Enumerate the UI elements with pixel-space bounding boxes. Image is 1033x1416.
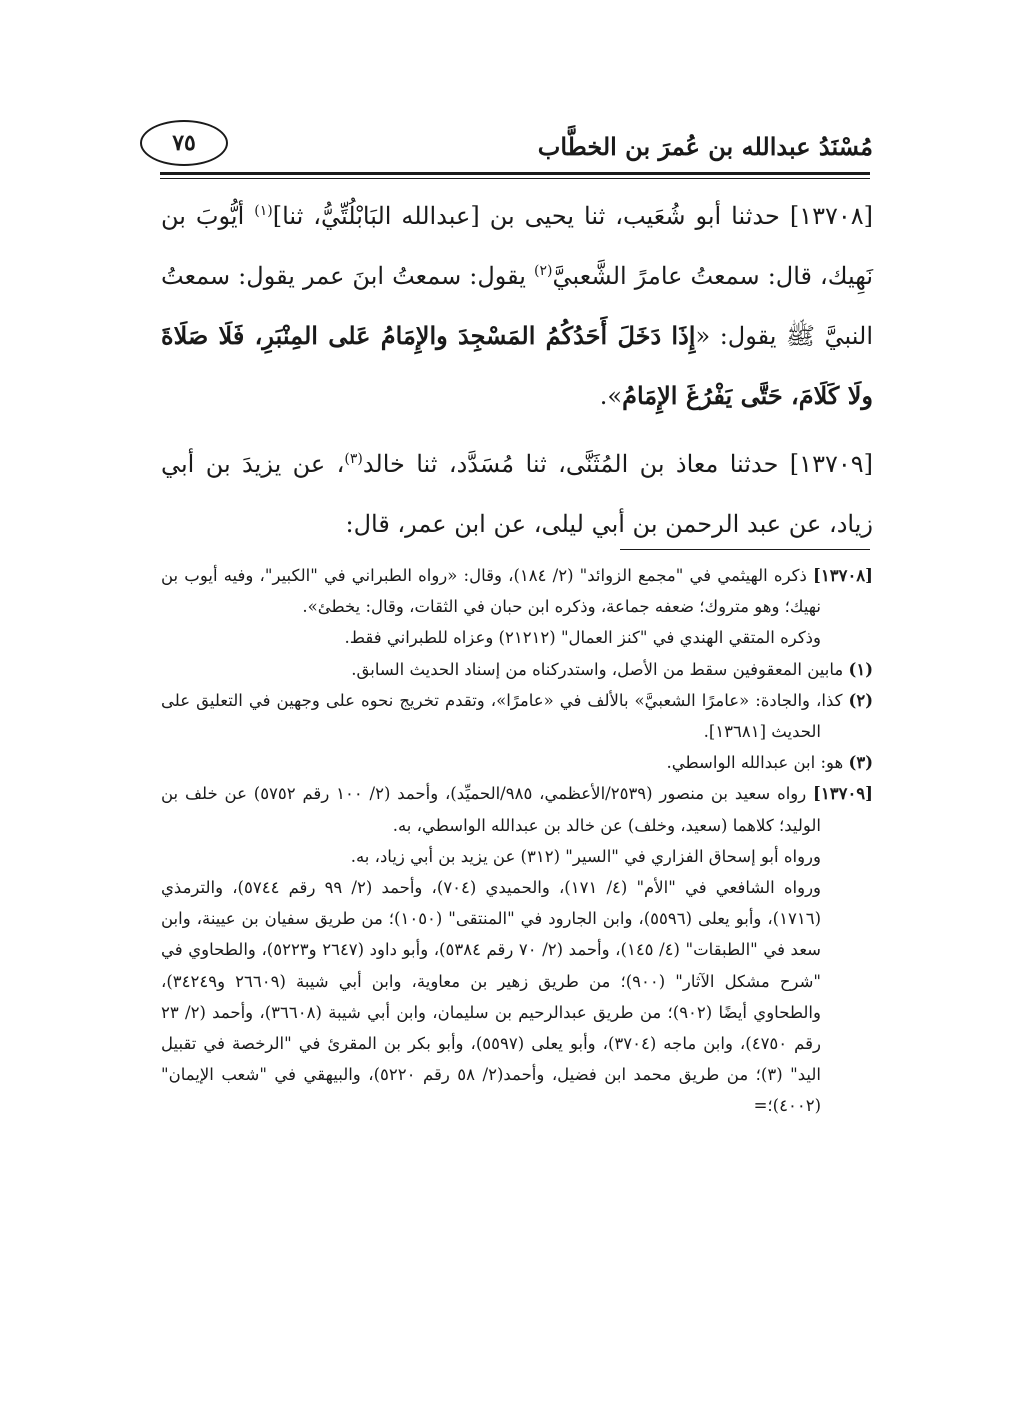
note-13709-p3 [161,872,873,1122]
hadith-13709-isnad-2: ، عن يزيدَ بن أبي زياد، عن عبد الرحمن بن أبي ليلى، عن ابن عمر، قال: [161,450,873,538]
note-13709-p3-text: ورواه الشافعي في "الأم" (٤/ ١٧١)، والحميدي (٧٠٤)، وأحمد (٢/ ٩٩ رقم ٥٧٤٤)، والترمذي (١٧١٦)، وأبو يعلى (٥٥٩٦)، وابن الجارود في "المنتقى" (١٠٥٠)؛ من طريق سفيان بن عيينة، وابن سعد في "الطبقات" (٤/ ١٤٥)، وأحمد (٢/ ٧٠ رقم ٥٣٨٤)، وأبو داود (٢٦٤٧ و٥٢٢٣)، والطحاوي في "شرح مشكل الآثار" (٩٠٠)؛ من طريق زهير بن معاوية، وابن أبي شيبة (٢٦٦٠٩ و٣٤٢٤٩)، والطحاوي أيضًا (٩٠٢)؛ من طريق عبدالرحيم بن سليمان، وابن أبي شيبة (٣٦٦٠٨)، وأحمد (٢/ ٢٣ رقم ٤٧٥٠)، وابن ماجه (٣٧٠٤)، وأبو يعلى (٥٥٩٧)، وأبو بكر بن المقرئ في "الرخصة في تقبيل اليد" (٣)؛ من طريق محمد ابن فضيل، وأحمد(٢/ ٥٨ رقم ٥٢٢٠)، والبيهقي في "شعب الإيمان" (٤٠٠٢)؛ [161,878,822,1116]
footnotes [161,560,873,1122]
hadith-13708-isnad-3: يقول: سمعتُ ابنَ عمر يقول: سمعتُ النبيَّ ﷺ يقول: « [161,262,873,350]
note-13709 [161,778,873,840]
page-number-badge [140,120,228,166]
page-number: ٧٥ [172,130,196,156]
running-header-title: مُسْنَدُ عبدالله بن عُمرَ بن الخطَّاب [537,132,873,161]
hadith-13709-paragraph [161,434,873,554]
hadith-13708-paragraph [161,186,873,426]
footnote-3-text: هو: ابن عبدالله الواسطي. [666,753,849,773]
main-text [161,186,873,554]
hadith-13708-matn: إِذَا دَخَلَ أَحَدُكُمُ المَسْجِدَ والإِمَامُ عَلى المِنْبَرِ، فَلَا صَلَاةَ ولَا كَلَامَ، حَتَّى يَفْرُغَ الإِمَامُ [161,321,873,410]
footnote-3 [161,747,873,778]
footnote-ref-3: (٣) [344,451,363,467]
footnote-3-label: (٣) [848,753,873,773]
footnote-2-label: (٢) [848,690,873,710]
note-13708-extra: وذكره المتقي الهندي في "كنز العمال" (٢١٢١٢) وعزاه للطبراني فقط. [344,628,821,648]
footnote-1-text: مابين المعقوفين سقط من الأصل، واستدركناه من إسناد الحديث السابق. [351,659,849,679]
footnote-separator [620,549,870,550]
note-13709-text: رواه سعيد بن منصور (٢٥٣٩/الأعظمي، ٩٨٥/الحميِّد)، وأحمد (٢/ ١٠٠ رقم ٥٧٥٢) عن خلف بن الوليد؛ كلاهما (سعيد، وخلف) عن خالد بن عبدالله الواسطي، به. [161,784,821,835]
hadith-13709-number: [١٣٧٠٩] [789,450,873,478]
footnote-1-label: (١) [848,659,873,679]
hadith-13708-close: ». [599,382,623,410]
continuation-mark: = [753,1096,768,1116]
note-13708-label: [١٣٧٠٨] [813,566,873,585]
hadith-13708-number: [١٣٧٠٨] [789,202,874,230]
note-13708-text: ذكره الهيثمي في "مجمع الزوائد" (٢/ ١٨٤)، وقال: «رواه الطبراني في "الكبير"، وفيه أيوب بن نهيك؛ وهو متروك؛ ضعفه جماعة، وذكره ابن حبان في الثقات، وقال: يخطئ». [161,566,821,617]
footnote-2 [161,685,873,747]
hadith-13709-isnad-1: حدثنا معاذ بن المُثَنَّى، ثنا مُسَدَّد، ثنا خالد [362,450,790,478]
footnote-1 [161,654,873,685]
footnote-ref-1: (١) [254,203,273,219]
footnote-ref-2: (٢) [534,263,553,279]
header-rule-thick [160,172,870,175]
note-13708 [161,560,873,622]
header-rule-thin [160,178,870,179]
note-13709-label: [١٣٧٠٩] [813,784,873,804]
hadith-13708-isnad-1: حدثنا أبو شُعَيب، ثنا يحيى بن [عبدالله البَابْلُتِّيُّ، ثنا] [272,202,790,230]
footnote-2-text: كذا، والجادة: «عامرًا الشعبيَّ» بالألف في «عامرًا»، وتقدم تخريج نحوه على وجهين في التعليق على الحديث [١٣٦٨١]. [161,690,849,742]
note-13709-p2: ورواه أبو إسحاق الفزاري في "السير" (٣١٢) عن يزيد بن أبي زياد، به. [350,846,821,866]
hadith-13708-isnad-2: أيُّوبَ بن نَهِيك، قال: سمعتُ عامرً الشَّعبيَّ [161,202,873,290]
